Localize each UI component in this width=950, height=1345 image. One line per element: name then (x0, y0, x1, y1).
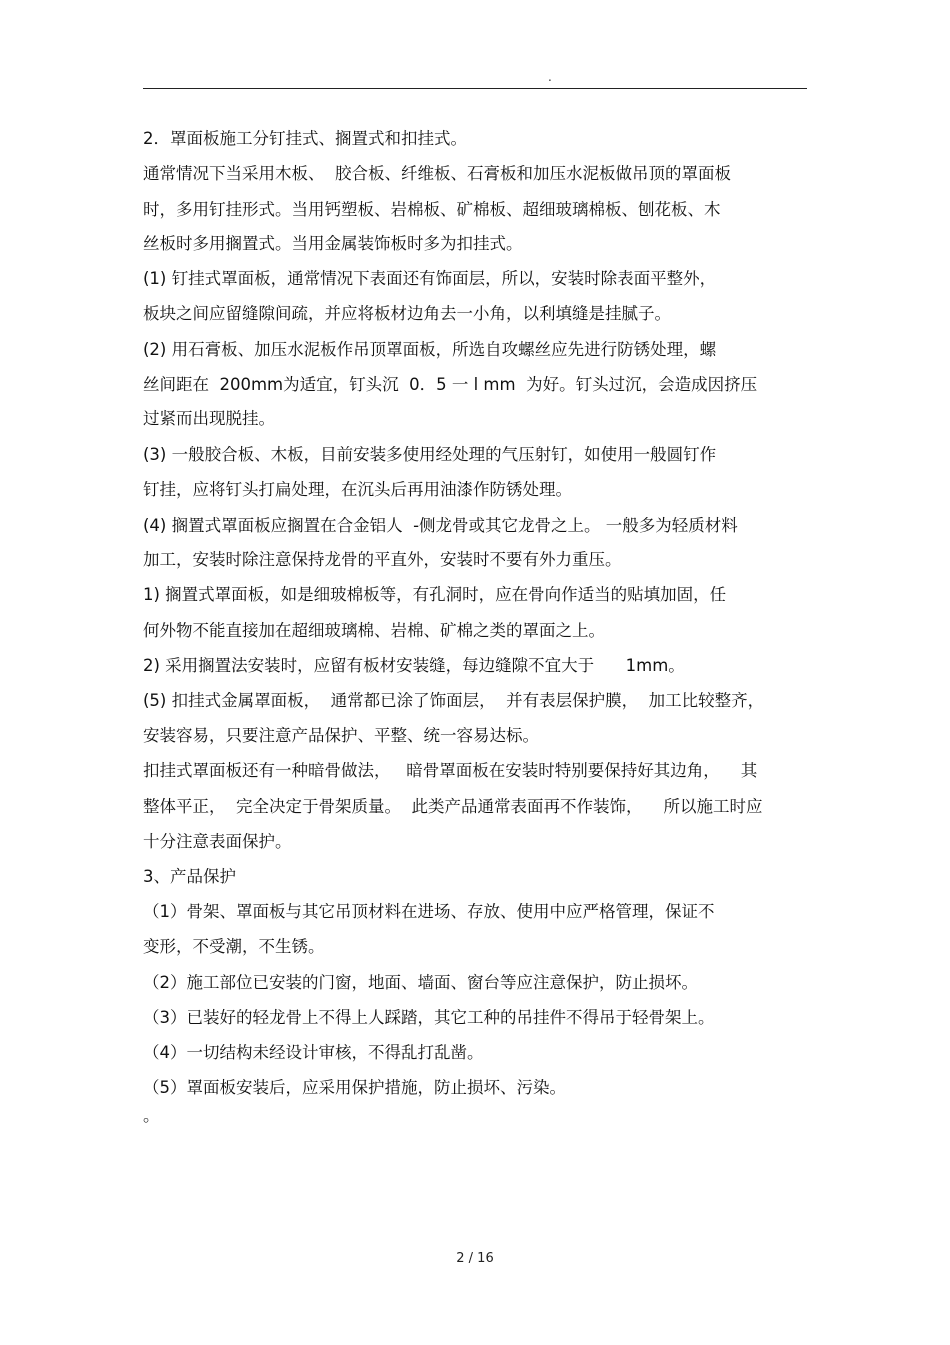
text-line: 安装容易，只要注意产品保护、平整、统一容易达标。 (143, 726, 539, 745)
text-line: 钉挂，应将钉头打扁处理，在沉头后再用油漆作防锈处理。 (143, 480, 572, 499)
text-line: 加工，安装时除注意保持龙骨的平直外，安装时不要有外力重压。 (143, 550, 622, 569)
text-line: (4) 搁置式罩面板应搁置在合金铝人 -侧龙骨或其它龙骨之上。 一般多为轻质材料 (143, 516, 738, 535)
text-line: （1）骨架、罩面板与其它吊顶材料在进场、存放、使用中应严格管理，保证不 (143, 902, 715, 921)
text-line: 通常情况下当采用木板、 胶合板、纤维板、石膏板和加压水泥板做吊顶的罩面板 (143, 164, 731, 183)
text-line: 整体平正， 完全决定于骨架质量。 此类产品通常表面再不作装饰， 所以施工时应 (143, 797, 763, 816)
text-line: 丝间距在 200mm为适宜，钉头沉 0．5 一 l mm 为好。钉头过沉，会造成因挤压 (143, 375, 758, 394)
page-number: 2 / 16 (456, 1251, 494, 1266)
text-line: (3) 一般胶合板、木板，目前安装多使用经处理的气压射钉，如使用一般圆钉作 (143, 445, 717, 464)
text-line: （3）已装好的轻龙骨上不得上人踩踏，其它工种的吊挂件不得吊于轻骨架上。 (143, 1008, 715, 1027)
text-line: 扣挂式罩面板还有一种暗骨做法， 暗骨罩面板在安装时特别要保持好其边角， 其 (143, 761, 758, 780)
text-line: （5）罩面板安装后，应采用保护措施，防止损坏、污染。 (143, 1078, 566, 1097)
text-line: 2) 采用搁置法安装时，应留有板材安装缝，每边缝隙不宜大于 1mm。 (143, 656, 685, 675)
text-line: 。 (143, 1106, 160, 1125)
text-line: 十分注意表面保护。 (143, 832, 292, 851)
text-line: 何外物不能直接加在超细玻璃棉、岩棉、矿棉之类的罩面之上。 (143, 621, 605, 640)
text-line: (1) 钉挂式罩面板，通常情况下表面还有饰面层，所以，安装时除表面平整外， (143, 269, 717, 288)
text-line: (2) 用石膏板、加压水泥板作吊顶罩面板，所选自攻螺丝应先进行防锈处理，螺 (143, 340, 717, 359)
text-line: 1) 搁置式罩面板，如是细玻棉板等，有孔洞时，应在骨向作适当的贴填加固，任 (143, 585, 727, 604)
text-line: (5) 扣挂式金属罩面板， 通常都已涂了饰面层， 并有表层保护膜， 加工比较整齐， (143, 691, 765, 710)
text-line: 2．罩面板施工分钉挂式、搁置式和扣挂式。 (143, 129, 467, 148)
header-mark: . (548, 70, 552, 84)
text-line: （4）一切结构未经设计审核，不得乱打乱凿。 (143, 1043, 484, 1062)
text-line: （2）施工部位已安装的门窗，地面、墙面、窗台等应注意保护，防止损坏。 (143, 973, 698, 992)
text-line: 丝板时多用搁置式。当用金属装饰板时多为扣挂式。 (143, 234, 523, 253)
text-line: 时，多用钉挂形式。当用钙塑板、岩棉板、矿棉板、超细玻璃棉板、刨花板、木 (143, 200, 721, 219)
text-line: 过紧而出现脱挂。 (143, 409, 275, 428)
header-rule (143, 88, 807, 89)
section-heading: 3、产品保护 (143, 867, 236, 886)
text-line: 板块之间应留缝隙间疏，并应将板材边角去一小角，以利填缝是挂腻子。 (143, 304, 671, 323)
text-line: 变形，不受潮，不生锈。 (143, 937, 325, 956)
